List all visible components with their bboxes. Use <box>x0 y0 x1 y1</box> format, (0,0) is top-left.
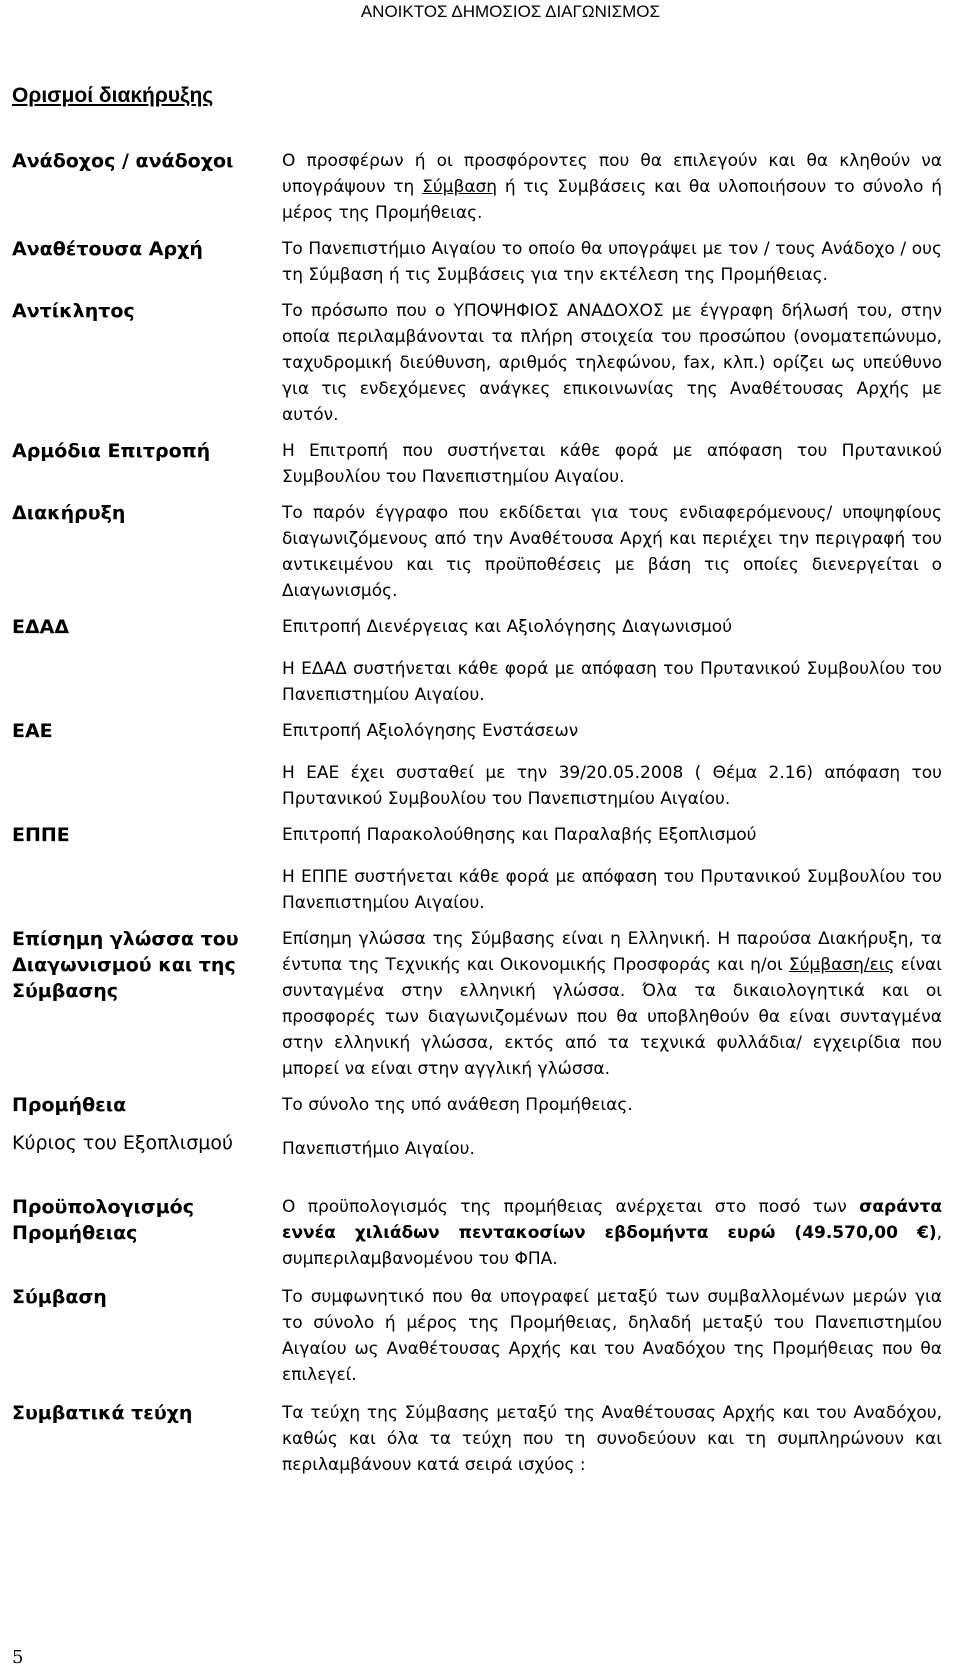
section-title: Ορισμοί διακήρυξης <box>12 84 214 107</box>
definition-row <box>0 926 960 1082</box>
definitions-list <box>0 148 960 1478</box>
definition-term: Σύμβαση <box>12 1286 107 1308</box>
definition-term: ΕΔΑΔ <box>12 616 70 638</box>
definition-description: Επιτροπή Διενέργειας και Αξιολόγησης Διαγωνισμού Η ΕΔΑΔ συστήνεται κάθε φορά με απόφαση του Πρυτανικού Συμβουλίου του Πανεπιστημίου Αιγαίου. <box>282 617 942 705</box>
definition-term: Αναθέτουσα Αρχή <box>12 238 203 260</box>
definition-row <box>0 822 960 916</box>
definition-row <box>0 1284 960 1388</box>
definition-row <box>0 614 960 708</box>
definition-description: Το σύνολο της υπό ανάθεση Προμήθειας. <box>282 1095 633 1115</box>
definition-term: Συμβατικά τεύχη <box>12 1402 193 1424</box>
definition-description: Επίσημη γλώσσα της Σύμβασης είναι η Ελληνική. Η παρούσα Διακήρυξη, τα έντυπα της Τεχνικής και Οικονομικής Προσφοράς και η/οι Σύμβαση/εις είναι συνταγμένα στην ελληνική γλώσσα. Όλα τα δικαιολογητικά και οι προσφορές των διαγωνιζομένων που θα υποβληθούν θα είναι συνταγμένα στην ελληνική γλώσσα, εκτός από τα τεχνικά φυλλάδια/ εγχειρίδια που μπορεί να είναι στην αγγλική γλώσσα. <box>282 929 942 1079</box>
definition-description: Το πρόσωπο που ο ΥΠΟΨΗΦΙΟΣ ΑΝΑΔΟΧΟΣ με έγγραφη δήλωσή του, στην οποία περιλαμβάνονται τα πλήρη στοιχεία του προσώπου (ονοματεπώνυμο, ταχυδρομική διεύθυνση, αριθμός τηλεφώνου, fax, κλπ.) ορίζει ως υπεύθυνο για τις ενδεχόμενες ανάγκες επικοινωνίας της Αναθέτουσας Αρχής με αυτόν. <box>282 301 942 425</box>
definition-row <box>0 1130 960 1182</box>
definition-description: Τα τεύχη της Σύμβασης μεταξύ της Αναθέτουσας Αρχής και του Αναδόχου, καθώς και όλα τα τεύχη που τη συνοδεύουν και τη συμπληρώνουν και περιλαμβάνουν κατά σειρά ισχύος : <box>282 1403 942 1475</box>
definition-row <box>0 718 960 812</box>
definition-description: Το παρόν έγγραφο που εκδίδεται για τους ενδιαφερόμενους/ υποψηφίους διαγωνιζόμενους από την Αναθέτουσα Αρχή και περιέχει την περιγραφή του αντικειμένου και τις προϋποθέσεις με βάση τις οποίες διενεργείται ο Διαγωνισμός. <box>282 503 942 601</box>
definition-description: Επιτροπή Παρακολούθησης και Παραλαβής Εξοπλισμού Η ΕΠΠΕ συστήνεται κάθε φορά με απόφαση του Πρυτανικού Συμβουλίου του Πανεπιστημίου Αιγαίου. <box>282 825 942 913</box>
definition-term: ΕΠΠΕ <box>12 824 70 846</box>
definition-description: Το συμφωνητικό που θα υπογραφεί μεταξύ των συμβαλλομένων μερών για το σύνολο ή μέρος της Προμήθειας, δηλαδή μεταξύ του Πανεπιστημίου Αιγαίου ως Αναθέτουσας Αρχής και του Αναδόχου της Προμήθειας που θα επιλεγεί. <box>282 1287 942 1385</box>
definition-term: Διακήρυξη <box>12 502 126 524</box>
contract-link[interactable]: Σύμβαση <box>422 177 498 197</box>
definition-row <box>0 1400 960 1478</box>
definition-description: Ο προϋπολογισμός της προμήθειας ανέρχεται στο ποσό των σαράντα εννέα χιλιάδων πεντακοσίων εβδομήντα ευρώ (49.570,00 €), συμπεριλαμβανομένου του ΦΠΑ. <box>282 1197 942 1269</box>
definition-row <box>0 236 960 288</box>
definition-description: Επιτροπή Αξιολόγησης Ενστάσεων Η ΕΑΕ έχει συσταθεί με την 39/20.05.2008 ( Θέμα 2.16) απόφαση του Πρυτανικού Συμβουλίου του Πανεπιστημίου Αιγαίου. <box>282 721 942 809</box>
definition-term: Προμήθεια <box>12 1094 127 1116</box>
definition-row <box>0 1194 960 1272</box>
contract-link[interactable]: Σύμβαση/εις <box>788 955 895 975</box>
definition-term: ΕΑΕ <box>12 720 53 742</box>
definition-description: Η Επιτροπή που συστήνεται κάθε φορά με απόφαση του Πρυτανικού Συμβουλίου του Πανεπιστημίου Αιγαίου. <box>282 441 942 487</box>
definition-term: Αρμόδια Επιτροπή <box>12 440 211 462</box>
definition-description: Το Πανεπιστήμιο Αιγαίου το οποίο θα υπογράψει με τον / τους Ανάδοχο / ους τη Σύμβαση ή τις Συμβάσεις για την εκτέλεση της Προμήθειας. <box>282 239 942 285</box>
definition-term: Κύριος του Εξοπλισμού <box>12 1132 233 1154</box>
definition-row <box>0 1092 960 1118</box>
definition-term: Ανάδοχος / ανάδοχοι <box>12 150 234 172</box>
definition-row <box>0 438 960 490</box>
definition-term: Αντίκλητος <box>12 300 135 322</box>
definition-row <box>0 298 960 428</box>
definition-description: Πανεπιστήμιο Αιγαίου. <box>282 1139 475 1159</box>
definition-term: Επίσημη γλώσσα του Διαγωνισμού και της Σύμβασης <box>12 928 239 1002</box>
page-number: 5 <box>12 1647 24 1668</box>
definition-description: Ο προσφέρων ή οι προσφόροντες που θα επιλεγούν και θα κληθούν να υπογράψουν τη Σύμβαση ή τις Συμβάσεις και θα υλοποιήσουν το σύνολο ή μέρος της Προμήθειας. <box>282 151 943 223</box>
definition-row <box>0 500 960 604</box>
definition-row <box>0 148 960 226</box>
document-header: ΑΝΟΙΚΤΟΣ ΔΗΜΟΣΙΟΣ ΔΙΑΓΩΝΙΣΜΟΣ <box>360 2 660 21</box>
definition-term: Προϋπολογισμός Προμήθειας <box>12 1196 194 1244</box>
